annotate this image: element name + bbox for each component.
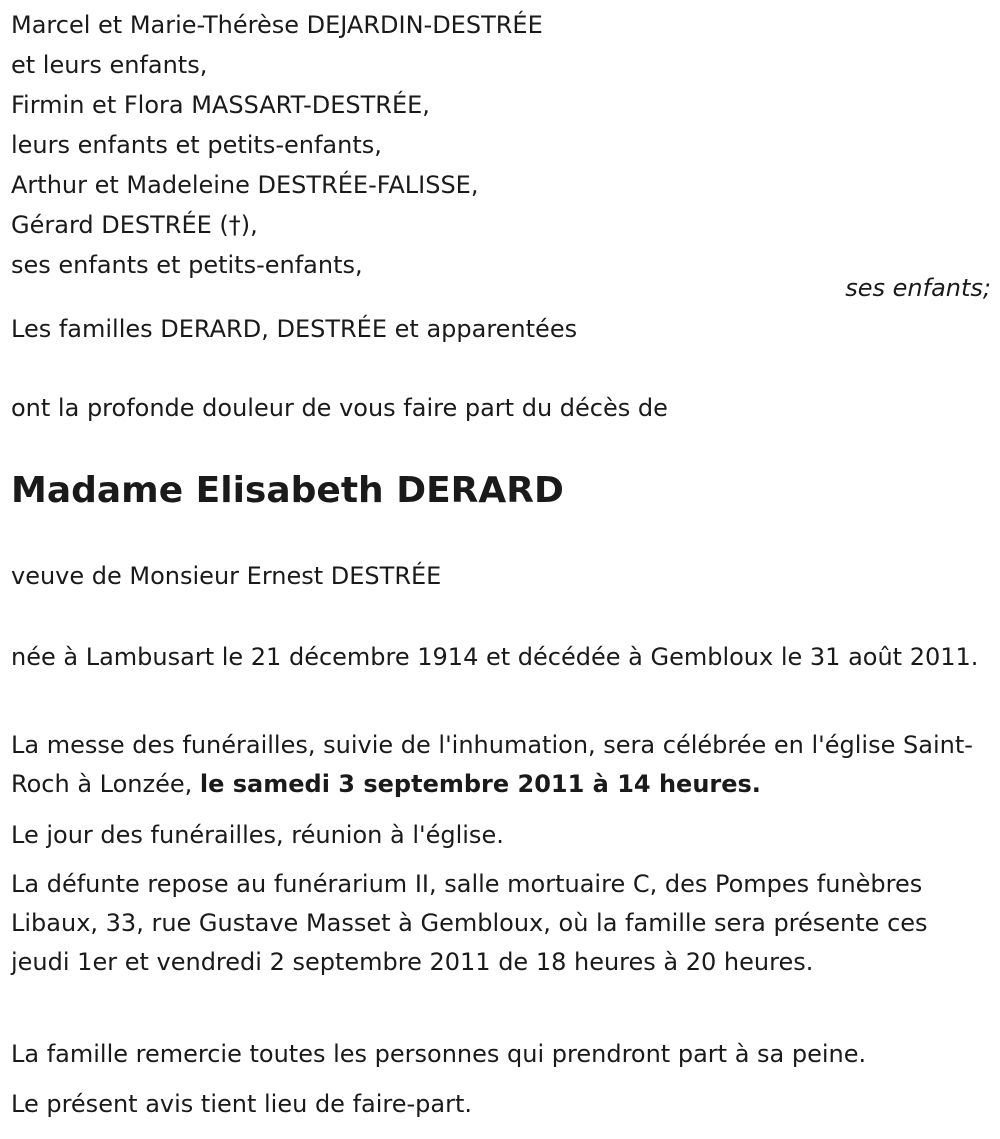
relative-line-7: ses enfants et petits-enfants,	[11, 251, 363, 279]
funeral-paragraph	[11, 726, 986, 804]
visitation-paragraph: La défunte repose au funérarium II, salle mortuaire C, des Pompes funèbres Libaux, 33, rue Gustave Masset à Gembloux, où la famille sera présente ces jeudi 1er et vendredi 2 septembre 2011 de 18 heures à 20 heures.	[11, 870, 928, 976]
thanks-paragraph: La famille remercie toutes les personnes qui prendront part à sa peine.	[11, 1040, 867, 1068]
relative-line-1: Marcel et Marie-Thérèse DEJARDIN-DESTRÉE	[11, 11, 543, 39]
announcement-line: ont la profonde douleur de vous faire part du décès de	[11, 394, 668, 422]
relative-line-6: Gérard DESTRÉE (†),	[11, 211, 258, 239]
families-line: Les familles DERARD, DESTRÉE et apparentées	[11, 315, 578, 343]
funeral-text: La messe des funérailles, suivie de l'inhumation, sera célébrée en l'église Saint-Roch à Lonzée,	[11, 731, 973, 798]
notice-paragraph: Le présent avis tient lieu de faire-part.	[11, 1090, 473, 1118]
relative-line-3: Firmin et Flora MASSART-DESTRÉE,	[11, 91, 430, 119]
relative-line-2: et leurs enfants,	[11, 51, 208, 79]
gathering-paragraph: Le jour des funérailles, réunion à l'église.	[11, 821, 504, 849]
birth-death-paragraph: née à Lambusart le 21 décembre 1914 et décédée à Gembloux le 31 août 2011.	[11, 643, 979, 671]
relative-line-5: Arthur et Madeleine DESTRÉE-FALISSE,	[11, 171, 479, 199]
widow-of-line: veuve de Monsieur Ernest DESTRÉE	[11, 562, 442, 590]
funeral-datetime: le samedi 3 septembre 2011 à 14 heures.	[199, 770, 761, 798]
relative-line-4: leurs enfants et petits-enfants,	[11, 131, 382, 159]
deceased-name: Madame Elisabeth DERARD	[11, 470, 564, 511]
family-note: ses enfants;	[845, 274, 991, 302]
